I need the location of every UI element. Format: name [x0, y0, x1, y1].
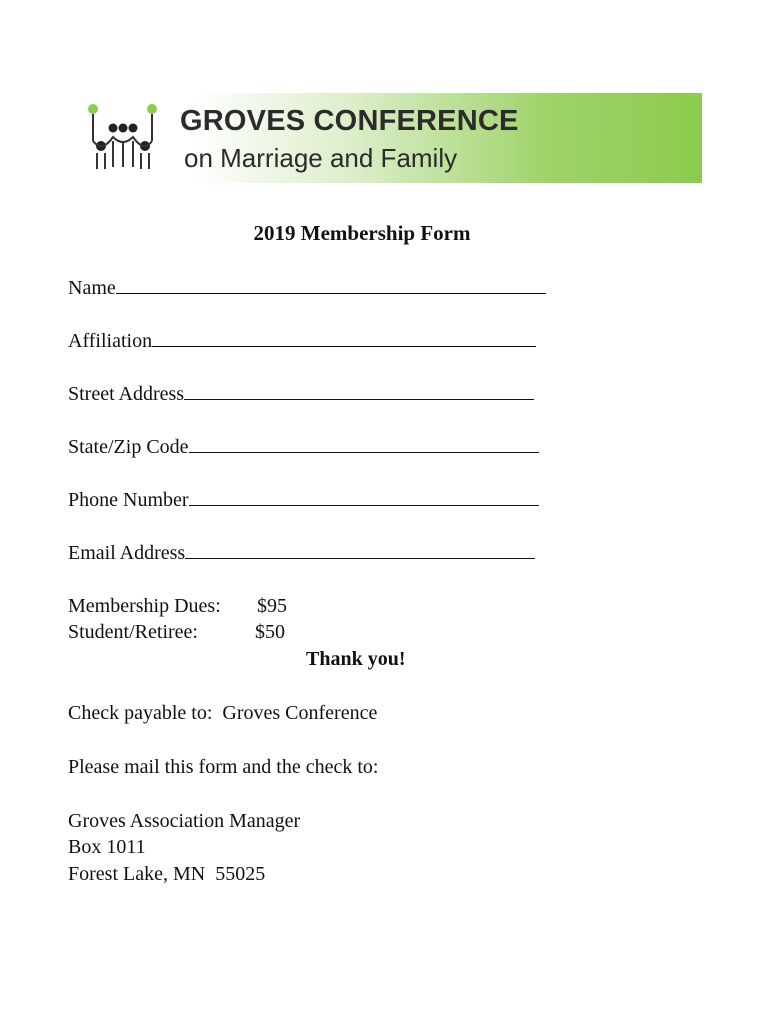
family-figures-logo-icon — [82, 101, 166, 181]
mail-instruction-text: Please mail this form and the check to: — [68, 756, 379, 778]
student-dues-amount: $50 — [255, 621, 285, 643]
state-zip-input-line[interactable] — [189, 434, 539, 453]
membership-dues-label: Membership Dues: — [68, 595, 221, 617]
street-label: Street Address — [68, 383, 185, 405]
thank-you-text: Thank you! — [306, 648, 406, 670]
email-input-line[interactable] — [185, 540, 535, 559]
name-label: Name — [68, 277, 116, 299]
address-line-3: Forest Lake, MN 55025 — [68, 863, 266, 885]
phone-field-row — [68, 487, 539, 512]
header-banner — [82, 93, 702, 183]
email-field-row — [68, 540, 535, 565]
street-input-line[interactable] — [184, 381, 534, 400]
banner-subtitle: on Marriage and Family — [184, 143, 458, 173]
phone-input-line[interactable] — [189, 487, 539, 506]
affiliation-input-line[interactable] — [152, 328, 536, 347]
check-payable-text: Check payable to: Groves Conference — [68, 702, 378, 724]
phone-label: Phone Number — [68, 489, 189, 511]
membership-dues-amount: $95 — [257, 595, 287, 617]
banner-title: GROVES CONFERENCE — [180, 105, 519, 137]
affiliation-field-row — [68, 328, 536, 353]
state-zip-field-row — [68, 434, 539, 459]
state-zip-label: State/Zip Code — [68, 436, 189, 458]
street-field-row — [68, 381, 534, 406]
form-title: 2019 Membership Form — [253, 221, 471, 245]
name-input-line[interactable] — [116, 275, 546, 294]
name-field-row — [68, 275, 546, 300]
student-dues-label: Student/Retiree: — [68, 621, 198, 643]
address-line-2: Box 1011 — [68, 836, 146, 858]
address-line-1: Groves Association Manager — [68, 810, 301, 832]
affiliation-label: Affiliation — [68, 330, 153, 352]
email-label: Email Address — [68, 542, 186, 564]
